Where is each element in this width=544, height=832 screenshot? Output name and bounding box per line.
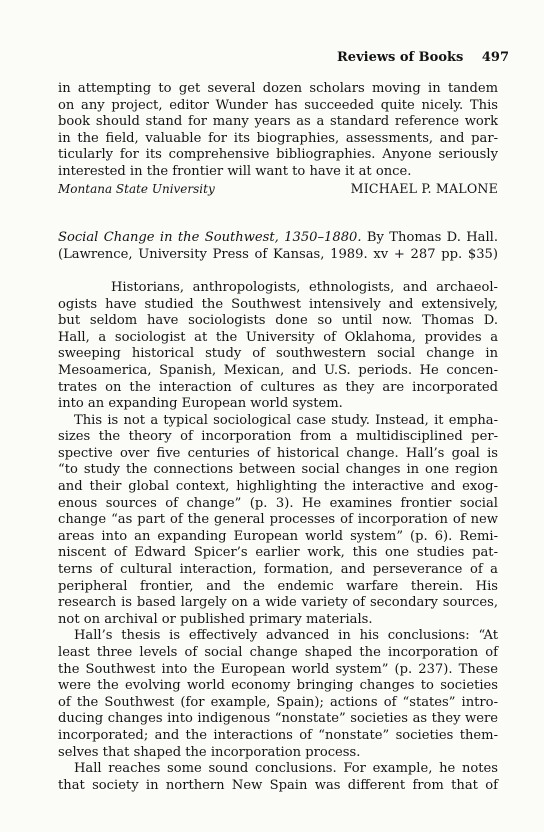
- body-text: [58, 81, 498, 794]
- review-1-paragraph: [58, 81, 498, 181]
- text-line: ducing changes into indigenous “nonstate” societies as they were: [58, 711, 498, 727]
- text-line: areas into an expanding European world system” (p. 6). Remi-: [58, 528, 498, 544]
- text-line: sweeping historical study of southwestern social change in: [58, 346, 498, 362]
- text-line: selves that shaped the incorporation process.: [58, 744, 361, 760]
- text-line: Historians, anthropologists, ethnologists, and archaeol-: [111, 279, 498, 295]
- text-line: were the evolving world economy bringing changes to societies: [58, 678, 498, 694]
- text-line: book should stand for many years as a standard reference work: [58, 114, 498, 130]
- text-line: in the field, valuable for its biographies, assessments, and par-: [58, 130, 498, 146]
- text-line: Hall, a sociologist at the University of Oklahoma, provides a: [58, 329, 498, 345]
- text-line: change “as part of the general processes of incorporation of new: [58, 512, 498, 528]
- section-gap: [58, 197, 498, 230]
- text-line: into an expanding European world system.: [58, 396, 343, 412]
- text-line: that society in northern New Spain was different from that of: [58, 777, 498, 793]
- review-2-paragraph-3: [58, 628, 498, 761]
- section-gap: [58, 263, 498, 280]
- citation-line: [58, 230, 498, 247]
- book-title: Social Change in the Southwest, 1350–1880.: [58, 230, 362, 246]
- text-line: but seldom have sociologists done so until now. Thomas D.: [58, 313, 498, 329]
- page-number: 497: [481, 50, 509, 65]
- text-line: spective over five centuries of historical change. Hall’s goal is: [58, 445, 498, 461]
- text-line: peripheral frontier, and the endemic warfare therein. His: [58, 578, 498, 594]
- text-line: the Southwest into the European world system” (p. 237). These: [58, 661, 498, 677]
- running-head-title: Reviews of Books: [337, 50, 464, 65]
- text-line: least three levels of social change shaped the incorporation of: [58, 645, 498, 660]
- text-line: niscent of Edward Spicer’s earlier work, this one studies pat-: [58, 545, 498, 561]
- text-line: trates on the interaction of cultures as they are incorporated: [58, 379, 498, 395]
- text-line: enous sources of change” (p. 3). He examines frontier social: [58, 495, 498, 511]
- text-line: interested in the frontier will want to have it at once.: [58, 163, 412, 179]
- text-line: not on archival or published primary materials.: [58, 611, 373, 627]
- text-line: on any project, editor Wunder has succeeded quite nicely. This: [58, 97, 498, 113]
- citation-line: (Lawrence, University Press of Kansas, 1989. xv + 287 pp. $35): [58, 246, 498, 262]
- text-line: This is not a typical sociological case study. Instead, it empha-: [74, 412, 498, 428]
- text-line: research is based largely on a wide variety of secondary sources,: [58, 595, 498, 611]
- text-line: and their global context, highlighting the interactive and exog-: [58, 479, 498, 495]
- text-line: incorporated; and the interactions of “nonstate” societies them-: [58, 727, 498, 743]
- text-line: ticularly for its comprehensive bibliographies. Anyone seriously: [58, 147, 498, 163]
- text-line: in attempting to get several dozen scholars moving in tandem: [58, 81, 498, 96]
- book-author: By Thomas D. Hall.: [366, 230, 498, 246]
- text-line: ogists have studied the Southwest intensively and extensively,: [58, 296, 498, 312]
- text-line: “to study the connections between social changes in one region: [58, 462, 498, 478]
- text-line: of the Southwest (for example, Spain); actions of “states” intro-: [58, 694, 498, 710]
- text-line: Hall’s thesis is effectively advanced in his conclusions: “At: [74, 628, 498, 644]
- running-head: [337, 50, 509, 65]
- text-line: Mesoamerica, Spanish, Mexican, and U.S. periods. He concen-: [58, 362, 498, 378]
- review-2-paragraph-1: [58, 280, 498, 413]
- review-2-paragraph-2: [58, 413, 498, 629]
- review-2-citation: [58, 230, 498, 263]
- reviewer-name: MICHAEL P. MALONE: [350, 180, 498, 196]
- text-line: terns of cultural interaction, formation, and perseverance of a: [58, 562, 498, 578]
- reviewer-institution: Montana State University: [58, 181, 215, 196]
- text-line: sizes the theory of incorporation from a multidisciplined per-: [58, 429, 498, 445]
- text-line: Hall reaches some sound conclusions. For example, he notes: [74, 761, 498, 777]
- review-2-paragraph-4: [58, 761, 498, 794]
- review-1-signature: [58, 181, 498, 198]
